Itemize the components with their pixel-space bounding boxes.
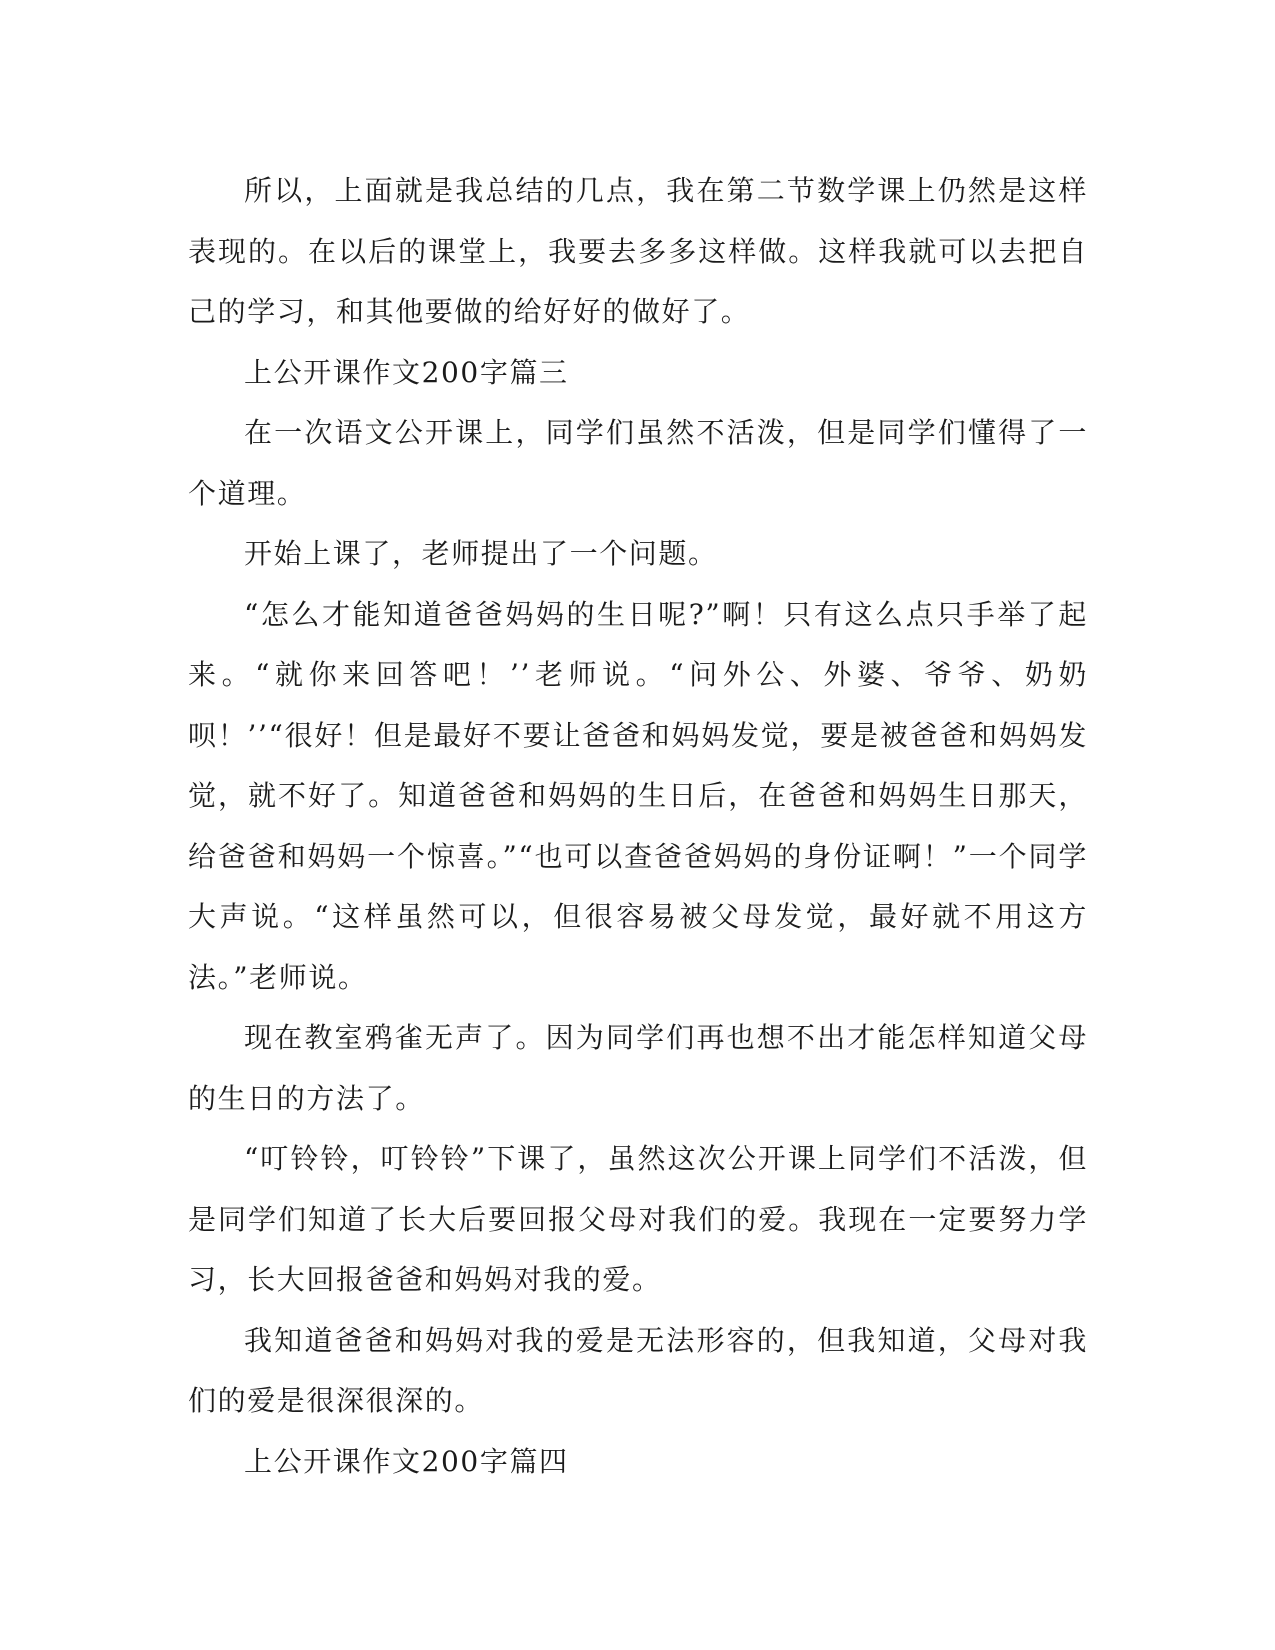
document-body bbox=[188, 161, 1088, 1492]
paragraph-class-end: “叮铃铃，叮铃铃”下课了，虽然这次公开课上同学们不活泼，但是同学们知道了长大后要回报父母对我们的爱。我现在一定要努力学习，长大回报爸爸和妈妈对我的爱。 bbox=[188, 1142, 1088, 1296]
section-heading-part-four: 上公开课作文200字篇四 bbox=[244, 1444, 569, 1478]
paragraph-silence: 现在教室鸦雀无声了。因为同学们再也想不出才能怎样知道父母的生日的方法了。 bbox=[188, 1021, 1088, 1115]
paragraph-intro: 在一次语文公开课上，同学们虽然不活泼，但是同学们懂得了一个道理。 bbox=[188, 416, 1088, 510]
section-heading-part-three: 上公开课作文200字篇三 bbox=[244, 355, 569, 389]
paragraph-dialogue: “怎么才能知道爸爸妈妈的生日呢?”啊！只有这么点只手举了起来。“就你来回答吧！’’老师说。“问外公、外婆、爷爷、奶奶呗！’’“很好！但是最好不要让爸爸和妈妈发觉，要是被爸爸和妈妈发觉，就不好了。知道爸爸和妈妈的生日后，在爸爸和妈妈生日那天，给爸爸和妈妈一个惊喜。”“也可以查爸爸妈妈的身份证啊！”一个同学大声说。“这样虽然可以，但很容易被父母发觉，最好就不用这方法。”老师说。 bbox=[188, 597, 1088, 994]
paragraph-class-start: 开始上课了，老师提出了一个问题。 bbox=[244, 537, 718, 570]
paragraph-summary: 所以，上面就是我总结的几点，我在第二节数学课上仍然是这样表现的。在以后的课堂上，我要去多多这样做。这样我就可以去把自己的学习，和其他要做的给好好的做好了。 bbox=[188, 174, 1088, 328]
paragraph-conclusion: 我知道爸爸和妈妈对我的爱是无法形容的，但我知道，父母对我们的爱是很深很深的。 bbox=[188, 1323, 1088, 1417]
